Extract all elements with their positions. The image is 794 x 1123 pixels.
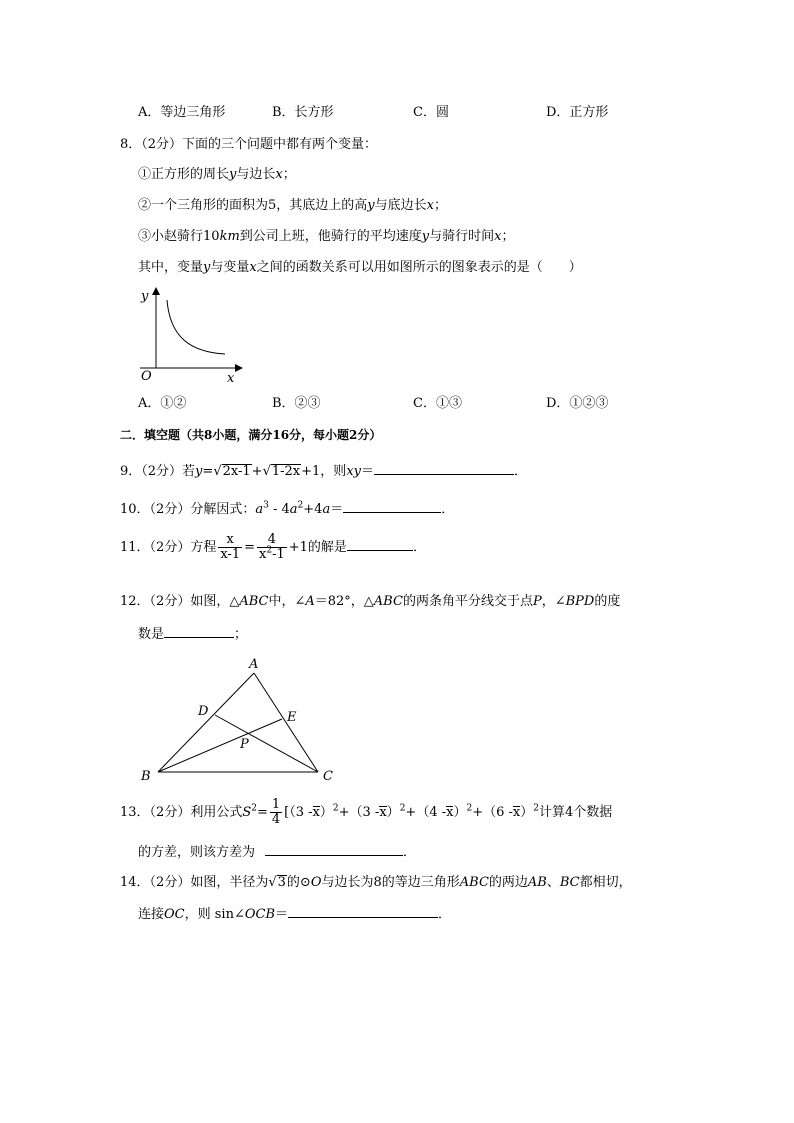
q8-option-c: C．①③ xyxy=(413,396,462,411)
q7-option-c: C．圆 xyxy=(413,105,449,120)
hyperbola-curve xyxy=(167,300,225,354)
section-2-title: 二．填空题（共8小题，满分16分，每小题2分） xyxy=(120,428,382,442)
q12-line-1: 12．（2分）如图，△ABC中，∠A＝82°，△ABC的两条角平分线交于点P，∠BPD的度 xyxy=(120,594,621,609)
q9-answer-blank xyxy=(374,462,514,475)
segment-cd xyxy=(215,715,318,772)
q8-item-3: ③小赵骑行10km到公司上班，他骑行的平均速度y与骑行时间x； xyxy=(138,229,515,244)
side-ab xyxy=(158,673,254,772)
label-a: A xyxy=(249,657,259,672)
q7-option-a: A．等边三角形 xyxy=(138,105,226,120)
sqrt-1-2x: 1-2x xyxy=(271,464,301,479)
fraction-one-quarter: $\frac{1}{4}$ xyxy=(271,797,281,827)
q13-line-1: 13．（2分）利用公式$S^2=$ $\frac{1}{4}$ [（3 -x）$^2$+（3 -x）$^2$+（4 -x）$^2$+（6 -x）$^2$计算4个数据 xyxy=(120,797,613,827)
q8-function-graph xyxy=(130,282,250,386)
q7-option-b: B．长方形 xyxy=(272,105,334,120)
q8-stem: 8．（2分）下面的三个问题中都有两个变量： xyxy=(120,137,378,152)
q11: 11．（2分）方程 $\frac{x}{x-1}$ = $\frac{4}{x^2-1}$ +1的解是 ． xyxy=(120,532,426,562)
q10-answer-blank xyxy=(343,500,441,513)
q8-item-2: ②一个三角形的面积为5，其底边上的高y与底边长x； xyxy=(138,198,448,213)
fraction-x-over-x-1: $\frac{x}{x-1}$ xyxy=(220,532,241,562)
segment-be xyxy=(158,719,282,772)
q14-answer-blank xyxy=(288,905,438,918)
q12-line-2: 数是 ； xyxy=(138,627,248,642)
q7-option-d: D．正方形 xyxy=(546,105,609,120)
q8-option-a: A．①② xyxy=(138,396,187,411)
q10: 10．（2分）分解因式：$a^3 - 4a^2+4a=$ ． xyxy=(120,500,455,517)
q14-line-1: 14．（2分）如图，半径为√3的⊙O与边长为8的等边三角形ABC的两边AB、BC都相切， xyxy=(120,875,632,890)
sqrt-2x-1: 2x-1 xyxy=(222,464,251,479)
label-e: E xyxy=(287,710,297,725)
q13-line-2: 的方差，则该方差为 ． xyxy=(138,845,417,860)
q8-option-b: B．②③ xyxy=(272,396,321,411)
q12-answer-blank xyxy=(164,625,234,638)
side-ac xyxy=(254,673,318,772)
graph-y-label: y xyxy=(141,289,149,304)
label-d: D xyxy=(198,704,209,719)
q8-question: 其中，变量y与变量x之间的函数关系可以用如图所示的图象表示的是（ ） xyxy=(138,260,582,275)
label-b: B xyxy=(141,769,151,784)
graph-x-label: x xyxy=(227,371,235,386)
q13-answer-blank xyxy=(265,843,403,856)
q14-line-2: 连接OC，则 sin∠OCB＝ ． xyxy=(138,907,452,922)
q12-triangle-figure xyxy=(135,653,345,788)
q8-item-1: ①正方形的周长y与边长x； xyxy=(138,167,296,182)
q9: 9．（2分）若y=√2x-1+√1-2x+1，则xy＝ ． xyxy=(120,464,528,479)
label-p: P xyxy=(240,737,249,752)
graph-origin-label: O xyxy=(141,369,152,384)
label-c: C xyxy=(323,769,333,784)
sqrt-3: 3 xyxy=(277,875,286,890)
fraction-4-over-x2-1: $\frac{4}{x^2-1}$ xyxy=(259,532,285,562)
q8-option-d: D．①②③ xyxy=(546,396,609,411)
q11-answer-blank xyxy=(347,538,413,551)
